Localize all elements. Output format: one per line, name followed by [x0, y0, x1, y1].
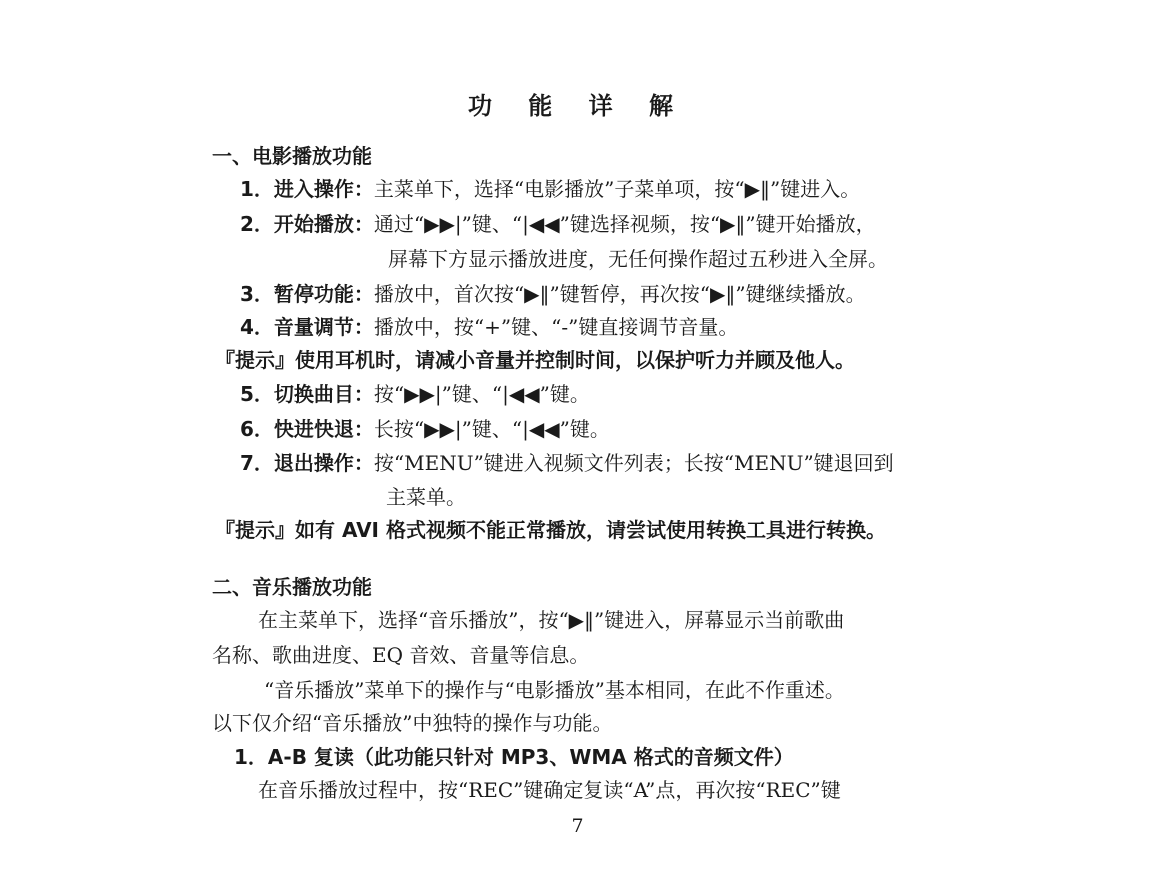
item-text: 按“▶▶|”键、“|◀◀”键。 [373, 382, 590, 406]
paragraph-music-1-line2: 名称、歌曲进度、EQ 音效、音量等信息。 [212, 643, 590, 667]
list-item-start-cont: 屏幕下方显示播放进度，无任何操作超过五秒进入全屏。 [388, 247, 888, 271]
item-text: 通过“▶▶|”键、“|◀◀”键选择视频，按“▶‖”键开始播放， [373, 212, 876, 236]
paragraph-ab-repeat-line1: 在音乐播放过程中，按“REC”键确定复读“A”点，再次按“REC”键 [258, 778, 841, 802]
item-label: 5．切换曲目： [240, 382, 374, 406]
paragraph-music-1-line1: 在主菜单下，选择“音乐播放”，按“▶‖”键进入，屏幕显示当前歌曲 [258, 608, 845, 632]
item-text: 按“MENU”键进入视频文件列表；长按“MENU”键退回到 [373, 451, 894, 475]
section-heading-movie: 一、电影播放功能 [212, 144, 372, 168]
list-item-switch-track [240, 380, 590, 408]
item-label: 2．开始播放： [240, 212, 374, 236]
list-item-enter [240, 175, 860, 203]
item-text: 播放中，首次按“▶‖”键暂停，再次按“▶‖”键继续播放。 [373, 282, 866, 306]
item-label: 7．退出操作： [240, 451, 374, 475]
page-number: 7 [571, 815, 584, 837]
item-label: 3．暂停功能： [240, 282, 374, 306]
page-title: 功 能 详 解 [467, 92, 688, 120]
hint-earphone: 『提示』使用耳机时，请减小音量并控制时间，以保护听力并顾及他人。 [215, 348, 855, 372]
item-text: 长按“▶▶|”键、“|◀◀”键。 [373, 417, 610, 441]
item-text: 播放中，按“+”键、“-”键直接调节音量。 [373, 315, 739, 339]
list-item-fast-forward [240, 415, 610, 443]
item-label: 6．快进快退： [240, 417, 374, 441]
list-item-volume [240, 313, 738, 341]
list-item-pause [240, 280, 866, 308]
paragraph-music-2-line1: “音乐播放”菜单下的操作与“电影播放”基本相同，在此不作重述。 [264, 678, 845, 702]
list-item-exit [240, 449, 894, 477]
item-label: 1．进入操作： [240, 177, 374, 201]
subheading-ab-repeat: 1．A-B 复读（此功能只针对 MP3、WMA 格式的音频文件） [234, 745, 794, 769]
section-heading-music: 二、音乐播放功能 [212, 575, 372, 599]
list-item-start [240, 210, 876, 238]
item-label: 4．音量调节： [240, 315, 374, 339]
paragraph-music-2-line2: 以下仅介绍“音乐播放”中独特的操作与功能。 [212, 711, 613, 735]
item-text: 主菜单下，选择“电影播放”子菜单项，按“▶‖”键进入。 [373, 177, 861, 201]
list-item-exit-cont: 主菜单。 [386, 485, 466, 509]
hint-avi: 『提示』如有 AVI 格式视频不能正常播放，请尝试使用转换工具进行转换。 [215, 518, 886, 542]
